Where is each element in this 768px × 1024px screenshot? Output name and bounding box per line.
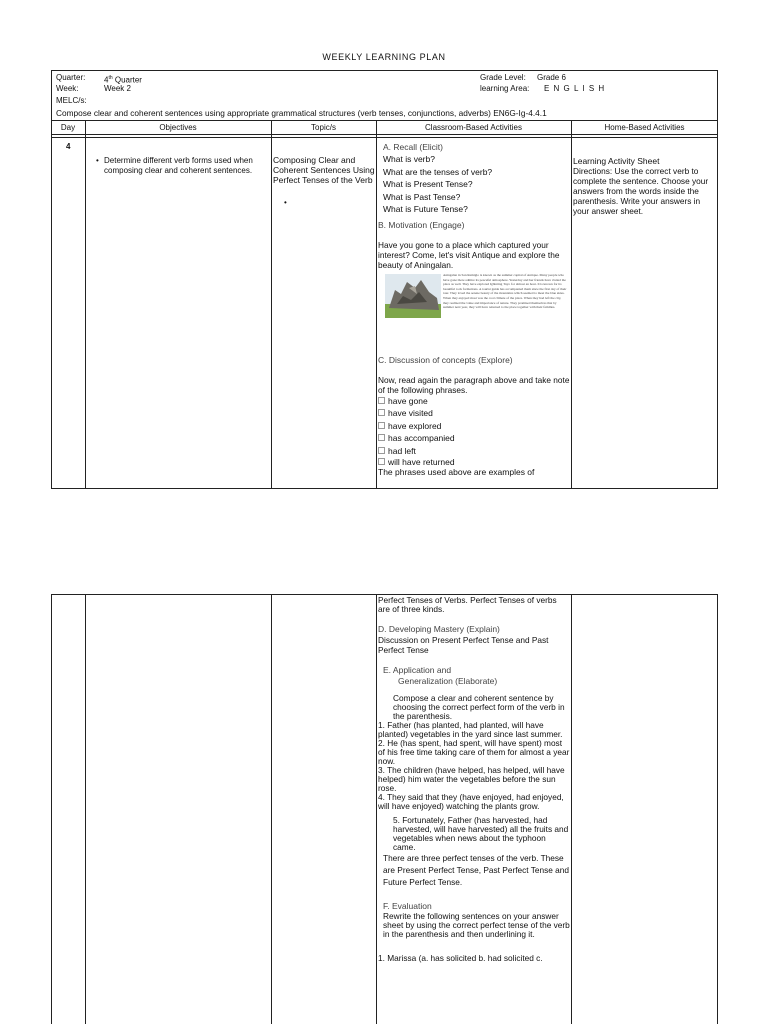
phrase-item: will have returned [378, 457, 570, 468]
application-item: 5. Fortunately, Father (has harvested, had harvested, will have harvested) all the fruits and vegetables when news about the typhoon came. [393, 815, 569, 852]
phrases-note: The phrases used above are examples of [378, 467, 535, 478]
col-divider [85, 120, 86, 489]
evaluation-heading: F. Evaluation [383, 901, 432, 911]
recall-question: What is Future Tense? [383, 204, 468, 215]
objective-text: Determine different verb forms used when composing clear and coherent sentences. [104, 156, 253, 175]
evaluation-item: 1. Marissa (a. has solicited b. had solicited c. [378, 953, 543, 963]
col-divider [571, 120, 572, 489]
column-header-objectives: Objectives [159, 123, 197, 132]
motivation-heading: B. Motivation (Engage) [378, 219, 465, 230]
classroom-activities [378, 142, 570, 270]
objective-bullet: • [96, 156, 99, 165]
home-heading: Learning Activity Sheet [573, 156, 660, 166]
application-item: 3. The children (have helped, has helped, will have helped) him water the vegetables before the sun rose. [378, 765, 565, 793]
column-header-topics: Topic/s [311, 123, 336, 132]
recall-question: What is verb? [383, 154, 435, 164]
week-label: Week: [56, 84, 79, 93]
mastery-text: Discussion on Present Perfect Tense and Past Perfect Tense [378, 635, 549, 655]
home-text: Directions: Use the correct verb to complete the sentence. Choose your answers from the words inside the parenthesis. Write your answers in your answer sheet. [573, 166, 709, 216]
page-title: WEEKLY LEARNING PLAN [322, 52, 446, 62]
recall-question: What is Present Tense? [383, 179, 473, 190]
phrase-list [378, 395, 570, 468]
week-value: Week 2 [104, 84, 131, 93]
page2-classroom [378, 596, 570, 963]
checkbox-icon [378, 447, 385, 454]
learning-area-label: learning Area: [480, 84, 530, 93]
mastery-heading: D. Developing Mastery (Explain) [378, 624, 500, 634]
application-item: 4. They said that they (have enjoyed, had enjoyed, will have enjoyed) watching the plants grow. [378, 792, 564, 811]
checkbox-icon [378, 422, 385, 429]
learning-area-value: E N G L I S H [544, 84, 606, 93]
home-activities [573, 156, 717, 216]
phrase-item: have visited [378, 407, 570, 419]
quarter-value: 4th Quarter [104, 75, 142, 85]
discussion-heading: C. Discussion of concepts (Explore) [378, 355, 513, 365]
phrase-item: have gone [378, 395, 570, 407]
evaluation-text: Rewrite the following sentences on your answer sheet by using the correct perfect tense of the verb in the parenthesis and then underlining it. [383, 911, 570, 939]
application-text: Compose a clear and coherent sentence by choosing the correct perfect form of the verb in the parenthesis. [393, 693, 565, 721]
application-item: 2. He (has spent, had spent, will have spent) most of his free time taking care of them for almost a year now. [378, 738, 570, 766]
col-divider [271, 594, 272, 1024]
checkbox-icon [378, 458, 385, 465]
discussion-block [378, 355, 570, 477]
col-divider [376, 594, 377, 1024]
checkbox-icon [378, 434, 385, 441]
checkbox-icon [378, 397, 385, 404]
passage-figure [383, 273, 567, 347]
grade-value: Grade 6 [537, 73, 566, 82]
passage-text: Aningalan in San Remigio is known as the summer capital of Antique. Many people who have gone there admire its peaceful atmosphere. Yesterday and her friends have visited the place as well. They have explored Igbinting Tuyo for almost an hour. It is known for its beautiful rock formations. A tourist guide has accompanied them since the first day of their tour. They loved the serene beauty of the mountains which seemed to meet the blue skies. When they enjoyed most was the cool climate of the place. When they had left the city, they realized the value and importance of nature. They promised themselves that by summer next year, they will have returned to the place together with their families. [443, 273, 567, 310]
phrase-item: had left [378, 445, 570, 457]
phrase-item: have explored [378, 420, 570, 432]
melc-text: Compose clear and coherent sentences using appropriate grammatical structures (verb tenses, conjunctions, adverbs) EN6G-Ig-4.4.1 [56, 108, 547, 118]
recall-question: What are the tenses of verb? [383, 166, 493, 177]
column-header-day: Day [60, 123, 76, 132]
quarter-label: Quarter: [56, 73, 86, 82]
topic-text: Composing Clear and Coherent Sentences Using Perfect Tenses of the Verb [273, 155, 375, 185]
day-number: 4 [66, 142, 71, 151]
melc-label: MELC/s: [56, 96, 87, 105]
application-heading-cont: Generalization (Elaborate) [398, 676, 498, 686]
generalization-text: There are three perfect tenses of the verb. These are Present Perfect Tense, Past Perfect Tense and Future Perfect Tense. [383, 853, 570, 887]
column-header-home: Home-Based Activities [604, 123, 685, 132]
grade-label: Grade Level: [480, 73, 526, 82]
col-divider [571, 594, 572, 1024]
topic-bullet: • [284, 198, 287, 207]
checkbox-icon [378, 409, 385, 416]
recall-heading: A. Recall (Elicit) [383, 142, 443, 152]
application-heading: E. Application and [383, 665, 452, 675]
column-header-divider-2 [51, 137, 718, 138]
column-header-classroom: Classroom-Based Activities [425, 123, 522, 132]
motivation-text: Have you gone to a place which captured your interest? Come, let's visit Antique and explore the beauty of Aningalan. [378, 239, 560, 270]
column-header-divider [51, 134, 718, 135]
col-divider [85, 594, 86, 1024]
rock-formation-image [385, 274, 441, 318]
phrase-item: has accompanied [378, 432, 570, 444]
application-item: 1. Father (has planted, had planted, will have planted) vegetables in the yard since last summer. [378, 720, 563, 739]
col-divider [271, 120, 272, 489]
discussion-text: Now, read again the paragraph above and take note of the following phrases. [378, 375, 570, 395]
continuation-text: Perfect Tenses of Verbs. Perfect Tenses of verbs are of three kinds. [378, 595, 557, 614]
recall-question: What is Past Tense? [383, 191, 461, 202]
col-divider [376, 120, 377, 489]
